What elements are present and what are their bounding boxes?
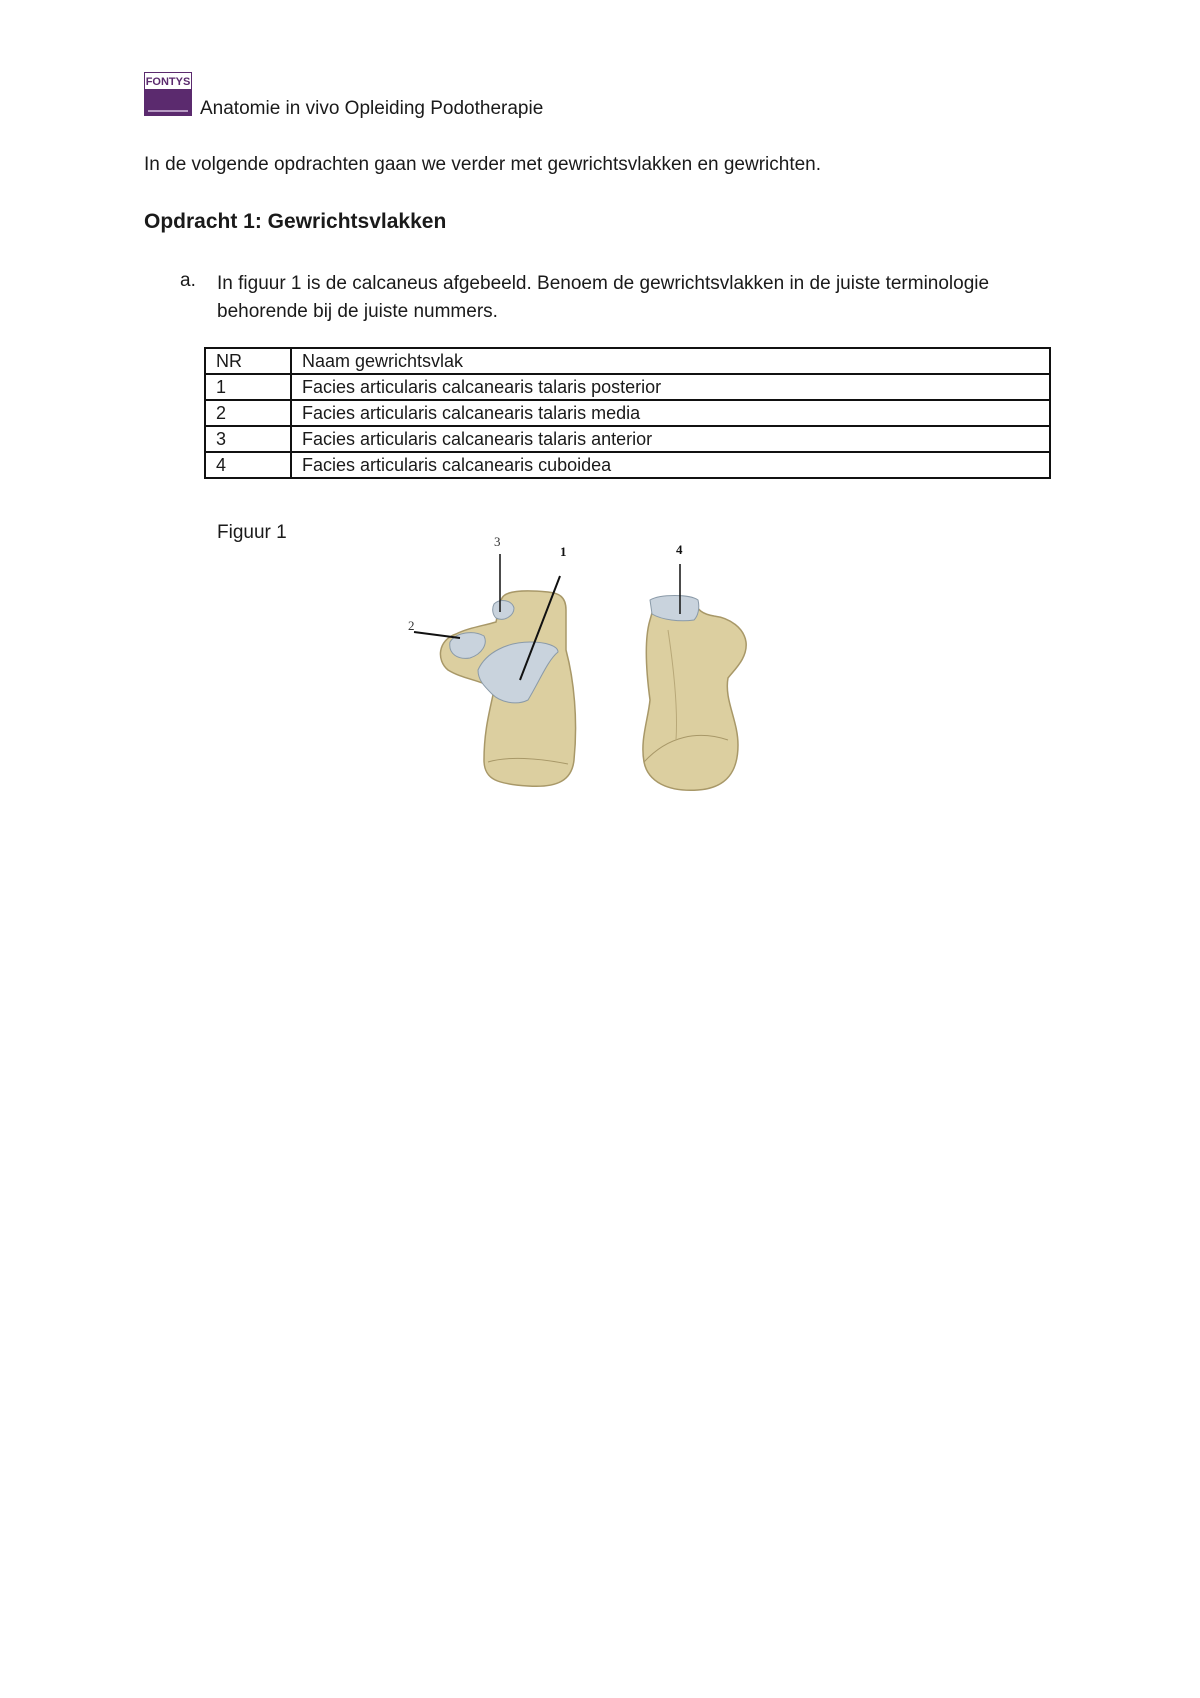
row-nr: 2 xyxy=(205,400,291,426)
header-nr: NR xyxy=(205,348,291,374)
intro-text: In de volgende opdrachten gaan we verder met gewrichtsvlakken en gewrichten. xyxy=(144,154,822,175)
table-row xyxy=(205,400,1050,426)
header-title: Anatomie in vivo Opleiding Podotherapie xyxy=(200,98,544,119)
figure-caption: Figuur 1 xyxy=(217,522,287,543)
question-letter: a. xyxy=(180,270,196,291)
table-row xyxy=(205,452,1050,478)
row-name: Facies articularis calcanearis cuboidea xyxy=(291,452,1050,478)
header-name: Naam gewrichtsvlak xyxy=(291,348,1050,374)
question-text: In figuur 1 is de calcaneus afgebeeld. Benoem de gewrichtsvlakken in de juiste terminologie behorende bij de juiste nummers. xyxy=(217,273,990,322)
label-2: 2 xyxy=(408,618,415,633)
label-3: 3 xyxy=(494,534,501,549)
calcaneus-figure xyxy=(398,530,788,820)
fontys-logo xyxy=(144,72,192,116)
assignment-heading: Opdracht 1: Gewrichtsvlakken xyxy=(144,210,447,233)
table-row xyxy=(205,426,1050,452)
label-4: 4 xyxy=(676,542,683,557)
row-nr: 1 xyxy=(205,374,291,400)
row-name: Facies articularis calcanearis talaris posterior xyxy=(291,374,1050,400)
row-name: Facies articularis calcanearis talaris anterior xyxy=(291,426,1050,452)
table-header-row xyxy=(205,348,1050,374)
calcaneus-posterior-view xyxy=(643,542,746,790)
answer-table xyxy=(204,347,1051,479)
label-1: 1 xyxy=(560,544,567,559)
table-row xyxy=(205,374,1050,400)
logo-text: FONTYS xyxy=(145,76,191,88)
row-name: Facies articularis calcanearis talaris media xyxy=(291,400,1050,426)
calcaneus-superior-view xyxy=(408,534,576,786)
row-nr: 4 xyxy=(205,452,291,478)
row-nr: 3 xyxy=(205,426,291,452)
